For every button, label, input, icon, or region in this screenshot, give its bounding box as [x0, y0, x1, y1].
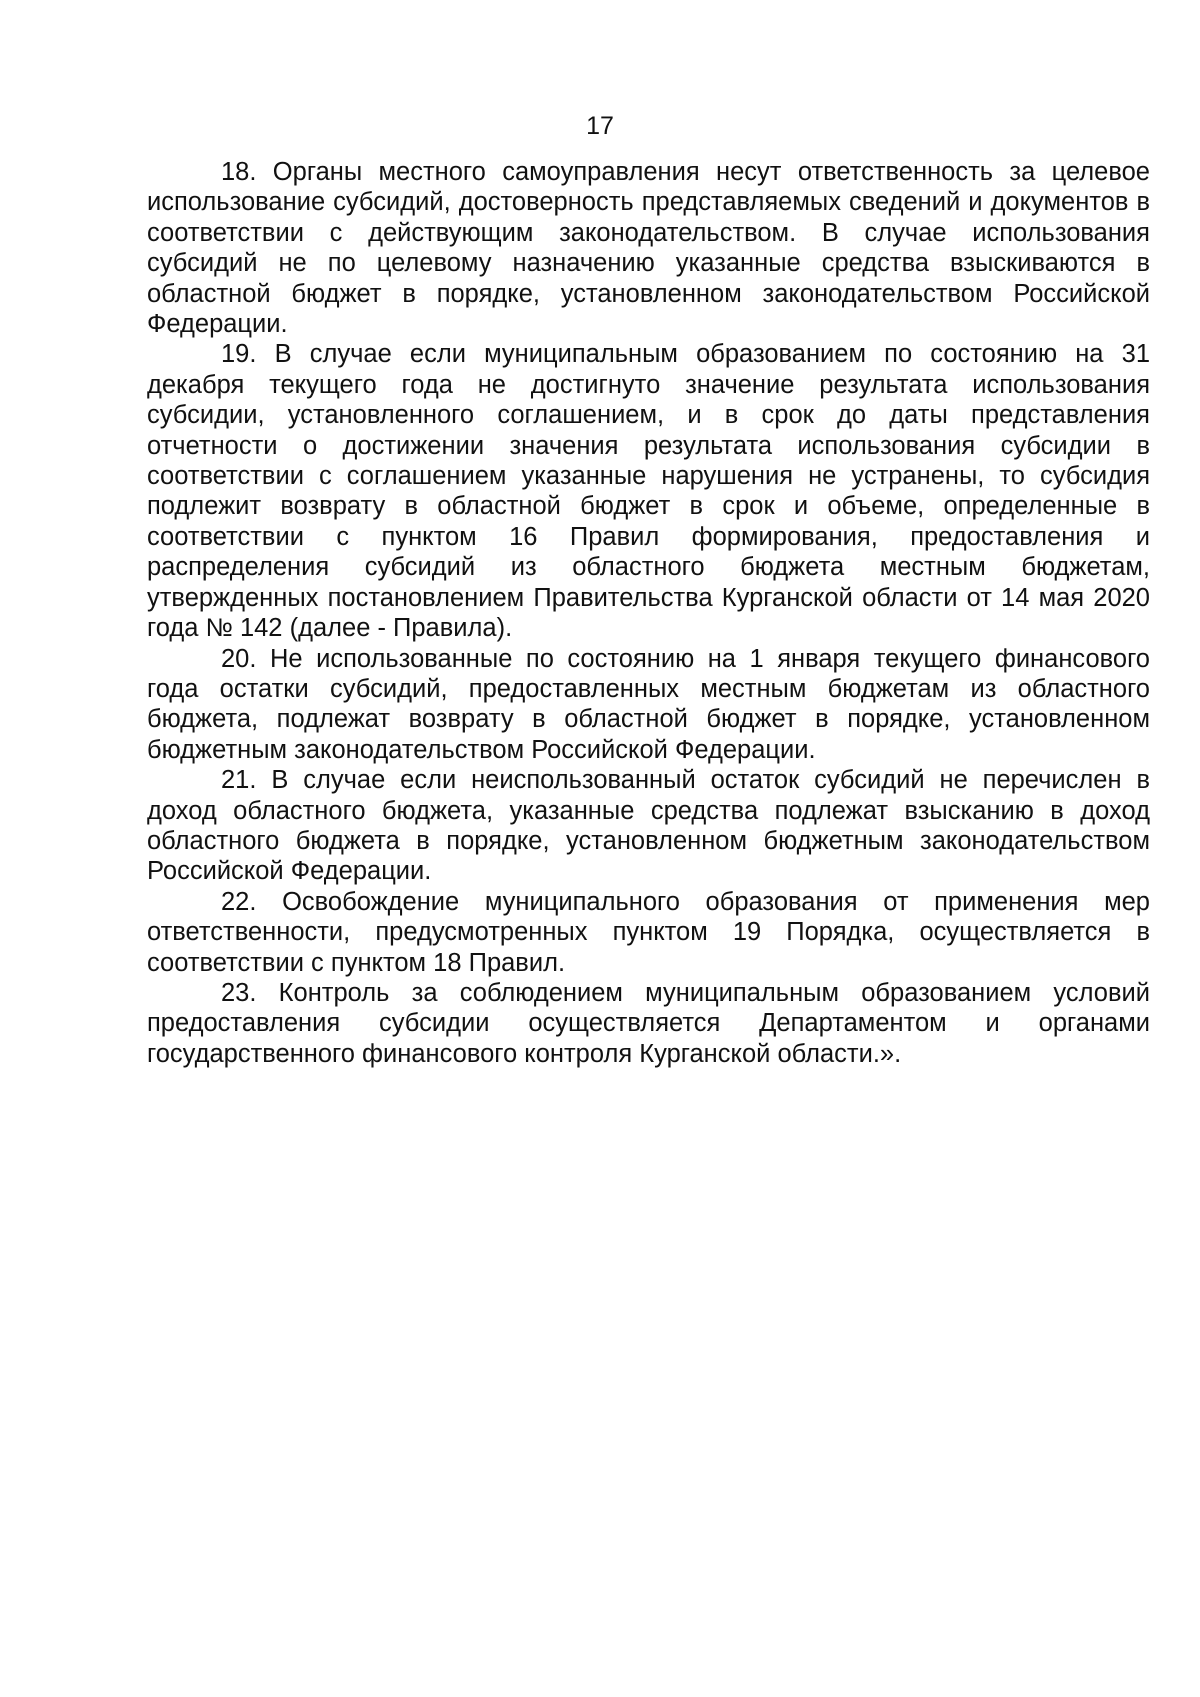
- page-number: 17: [586, 112, 614, 140]
- document-body: [147, 157, 1150, 1069]
- paragraph-21: 21. В случае если неиспользованный остаток субсидий не перечислен в доход областного бюджета, указанные средства подлежат взысканию в доход областного бюджета в порядке, установленном бюджетным законодательством Российской Федерации.: [147, 766, 1150, 886]
- paragraph-23: 23. Контроль за соблюдением муниципальным образованием условий предоставления субсидии осуществляется Департаментом и органами государственного финансового контроля Курганской области.».: [147, 978, 1150, 1068]
- paragraph-22: 22. Освобождение муниципального образования от применения мер ответственности, предусмотренных пунктом 19 Порядка, осуществляется в соответствии с пунктом 18 Правил.: [147, 887, 1150, 977]
- paragraph-19: 19. В случае если муниципальным образованием по состоянию на 31 декабря текущего года не достигнуто значение результата использования субсидии, установленного соглашением, и в срок до даты представления отчетности о достижении значения результата использования субсидии в соответствии с соглашением указанные нарушения не устранены, то субсидия подлежит возврату в областной бюджет в срок и объеме, определенные в соответствии с пунктом 16 Правил формирования, предоставления и распределения субсидий из областного бюджета местным бюджетам, утвержденных постановлением Правительства Курганской области от 14 мая 2020 года № 142 (далее - Правила).: [147, 340, 1150, 643]
- paragraph-18: 18. Органы местного самоуправления несут ответственность за целевое использование субсидий, достоверность представляемых сведений и документов в соответствии с действующим законодательством. В случае использования субсидий не по целевому назначению указанные средства взыскиваются в областной бюджет в порядке, установленном законодательством Российской Федерации.: [147, 158, 1150, 339]
- paragraph-20: 20. Не использованные по состоянию на 1 января текущего финансового года остатки субсидий, предоставленных местным бюджетам из областного бюджета, подлежат возврату в областной бюджет в порядке, установленном бюджетным законодательством Российской Федерации.: [147, 644, 1150, 764]
